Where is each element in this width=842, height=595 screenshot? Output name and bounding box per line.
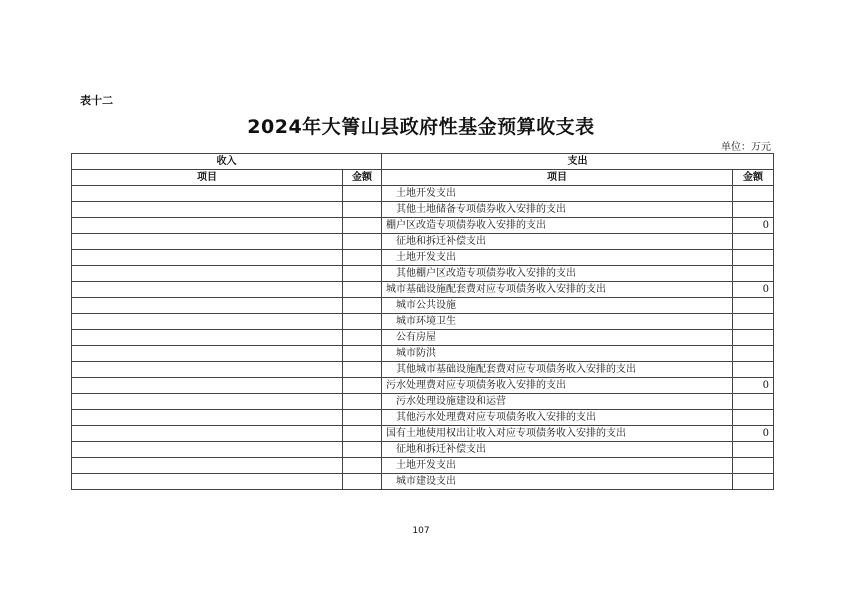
expenditure-amount-cell [733,474,774,490]
income-amount-cell [343,362,382,378]
income-item-cell [72,442,343,458]
expenditure-item-cell: 其他城市基础设施配套费对应专项债务收入安排的支出 [382,362,733,378]
table-row [72,362,774,378]
expenditure-amount-cell [733,330,774,346]
income-amount-cell [343,298,382,314]
expenditure-header: 支出 [382,154,774,170]
income-amount-cell [343,426,382,442]
budget-table [71,153,774,490]
expenditure-item-cell: 公有房屋 [382,330,733,346]
expenditure-item-header: 项目 [382,170,733,186]
table-row [72,298,774,314]
income-item-cell [72,458,343,474]
income-amount-cell [343,458,382,474]
header-row-group [72,154,774,170]
income-item-cell [72,250,343,266]
income-item-cell [72,234,343,250]
expenditure-amount-cell [733,442,774,458]
income-item-cell [72,410,343,426]
expenditure-item-cell: 污水处理费对应专项债务收入安排的支出 [382,378,733,394]
expenditure-item-cell: 棚户区改造专项债券收入安排的支出 [382,218,733,234]
table-row [72,330,774,346]
income-item-header: 项目 [72,170,343,186]
expenditure-amount-cell [733,458,774,474]
table-row [72,250,774,266]
table-label: 表十二 [80,94,113,107]
income-amount-cell [343,218,382,234]
income-item-cell [72,186,343,202]
expenditure-amount-cell [733,298,774,314]
income-amount-cell [343,394,382,410]
income-amount-cell [343,266,382,282]
income-item-cell [72,266,343,282]
unit-label: 单位：万元 [721,142,771,153]
expenditure-amount-cell: 0 [733,378,774,394]
table-row [72,410,774,426]
table-row [72,474,774,490]
table-row [72,314,774,330]
income-amount-cell [343,186,382,202]
income-amount-cell [343,202,382,218]
page-title: 2024年大箐山县政府性基金预算收支表 [247,116,595,138]
expenditure-amount-cell [733,362,774,378]
expenditure-amount-cell [733,346,774,362]
expenditure-item-cell: 污水处理设施建设和运营 [382,394,733,410]
table-row [72,186,774,202]
table-row [72,266,774,282]
income-header: 收入 [72,154,382,170]
income-item-cell [72,474,343,490]
table-row [72,234,774,250]
expenditure-amount-cell: 0 [733,218,774,234]
income-item-cell [72,314,343,330]
expenditure-item-cell: 国有土地使用权出让收入对应专项债务收入安排的支出 [382,426,733,442]
table-row [72,458,774,474]
expenditure-item-cell: 征地和拆迁补偿支出 [382,234,733,250]
table-body [72,154,774,490]
income-amount-cell [343,474,382,490]
income-item-cell [72,218,343,234]
expenditure-amount-cell [733,394,774,410]
expenditure-amount-cell [733,202,774,218]
expenditure-item-cell: 土地开发支出 [382,186,733,202]
expenditure-amount-cell [733,266,774,282]
expenditure-item-cell: 城市环境卫生 [382,314,733,330]
expenditure-amount-header: 金额 [733,170,774,186]
income-amount-cell [343,330,382,346]
income-item-cell [72,378,343,394]
expenditure-amount-cell: 0 [733,282,774,298]
income-amount-header: 金额 [343,170,382,186]
expenditure-amount-cell [733,314,774,330]
expenditure-item-cell: 土地开发支出 [382,458,733,474]
expenditure-amount-cell [733,186,774,202]
expenditure-item-cell: 城市建设支出 [382,474,733,490]
expenditure-item-cell: 城市基础设施配套费对应专项债务收入安排的支出 [382,282,733,298]
income-item-cell [72,282,343,298]
expenditure-item-cell: 其他棚户区改造专项债券收入安排的支出 [382,266,733,282]
header-row-columns [72,170,774,186]
income-amount-cell [343,378,382,394]
table-row [72,202,774,218]
income-amount-cell [343,282,382,298]
expenditure-amount-cell [733,250,774,266]
income-amount-cell [343,314,382,330]
expenditure-amount-cell [733,410,774,426]
table-row [72,346,774,362]
income-item-cell [72,330,343,346]
income-item-cell [72,202,343,218]
income-amount-cell [343,410,382,426]
expenditure-amount-cell: 0 [733,426,774,442]
expenditure-amount-cell [733,234,774,250]
income-item-cell [72,362,343,378]
expenditure-item-cell: 征地和拆迁补偿支出 [382,442,733,458]
table-row [72,378,774,394]
expenditure-item-cell: 城市防洪 [382,346,733,362]
table-row [72,282,774,298]
page-number: 107 [412,526,430,536]
table-row [72,394,774,410]
income-amount-cell [343,442,382,458]
income-amount-cell [343,234,382,250]
table-row [72,442,774,458]
table-row [72,426,774,442]
expenditure-item-cell: 其他土地储备专项债券收入安排的支出 [382,202,733,218]
expenditure-item-cell: 其他污水处理费对应专项债务收入安排的支出 [382,410,733,426]
income-item-cell [72,346,343,362]
income-amount-cell [343,346,382,362]
expenditure-item-cell: 城市公共设施 [382,298,733,314]
table-row [72,218,774,234]
expenditure-item-cell: 土地开发支出 [382,250,733,266]
income-item-cell [72,394,343,410]
income-item-cell [72,426,343,442]
income-item-cell [72,298,343,314]
income-amount-cell [343,250,382,266]
